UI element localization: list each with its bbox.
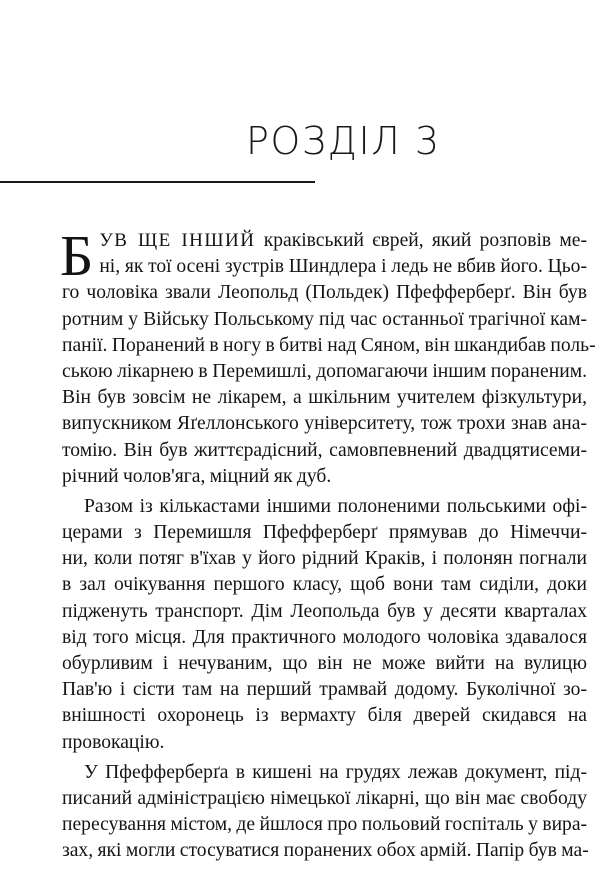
text-line: У Пфефферберґа в кишені на грудях лежав документ, під- bbox=[84, 761, 587, 783]
text-line: ні, як тої осені зустрів Шиндлера і ледь не вбив його. Цьо- bbox=[99, 256, 587, 278]
lead-caps: УВ ЩЕ ІНШИЙ bbox=[99, 230, 256, 251]
text-line: від того місця. Для практичного молодого чоловіка здавалося bbox=[62, 626, 587, 648]
text-line: Пав'ю і сісти там на перший трамвай додому. Буколічної зо- bbox=[62, 679, 587, 701]
chapter-divider bbox=[0, 181, 315, 183]
text-line: Він був зовсім не лікарем, а шкільним учителем фізкультури, bbox=[62, 387, 587, 409]
text-line: писаний адміністрацією німецької лікарні, що він має свободу bbox=[62, 787, 587, 809]
text-line: ротним у Війську Польському під час останньої трагічної кам- bbox=[62, 308, 587, 330]
text-line: обурливим і нечуваним, що він не може вийти на вулицю bbox=[62, 653, 587, 674]
text-line: в зал очікування першого класу, щоб вони там сиділи, доки bbox=[62, 574, 587, 596]
text-line: пересування містом, де йшлося про польовий госпіталь у вира- bbox=[62, 814, 588, 836]
body-text bbox=[60, 223, 596, 869]
text-line: ською лікарнею в Перемишлі, допомагаючи іншим пораненим. bbox=[62, 360, 587, 382]
drop-cap: Б bbox=[60, 223, 94, 288]
text-line: панії. Поранений в ногу в битві над Сяном, він шкандибав поль- bbox=[62, 334, 596, 356]
text-line: го чоловіка звали Леопольд (Польдек) Пфефферберґ. Він був bbox=[62, 282, 587, 304]
text-line: Разом із кількастами іншими полоненими польськими офі- bbox=[84, 495, 587, 517]
text-line: УВ ЩЕ ІНШИЙ краківський єврей, який розповів ме- bbox=[99, 230, 587, 251]
text-line: зах, які могли стосуватися поранених обох армій. Папір був ма- bbox=[62, 840, 589, 862]
text-line: ни, коли потяг в'їхав у його рідний Краків, і полонян погнали bbox=[62, 548, 587, 570]
paragraph-1 bbox=[60, 223, 596, 490]
chapter-title: РОЗДІЛ 3 bbox=[246, 119, 441, 163]
text-line: підженуть транспорт. Дім Леопольда був у десяти кварталах bbox=[62, 600, 587, 622]
text-line: внішності охоронець із вермахту біля дверей скидався на bbox=[62, 705, 587, 727]
text-line: томію. Він був життєрадісний, самовпевнений двадцятисеми- bbox=[62, 439, 587, 461]
paragraph-2 bbox=[62, 494, 587, 756]
text-line: церами з Перемишля Пфефферберґ прямував до Німеччи- bbox=[62, 522, 587, 544]
text-line: випускником Яґеллонського університету, тож трохи знав ана- bbox=[62, 413, 587, 435]
text-line: провокацію. bbox=[62, 731, 165, 753]
text-line: річний чолов'яга, міцний як дуб. bbox=[62, 465, 332, 487]
